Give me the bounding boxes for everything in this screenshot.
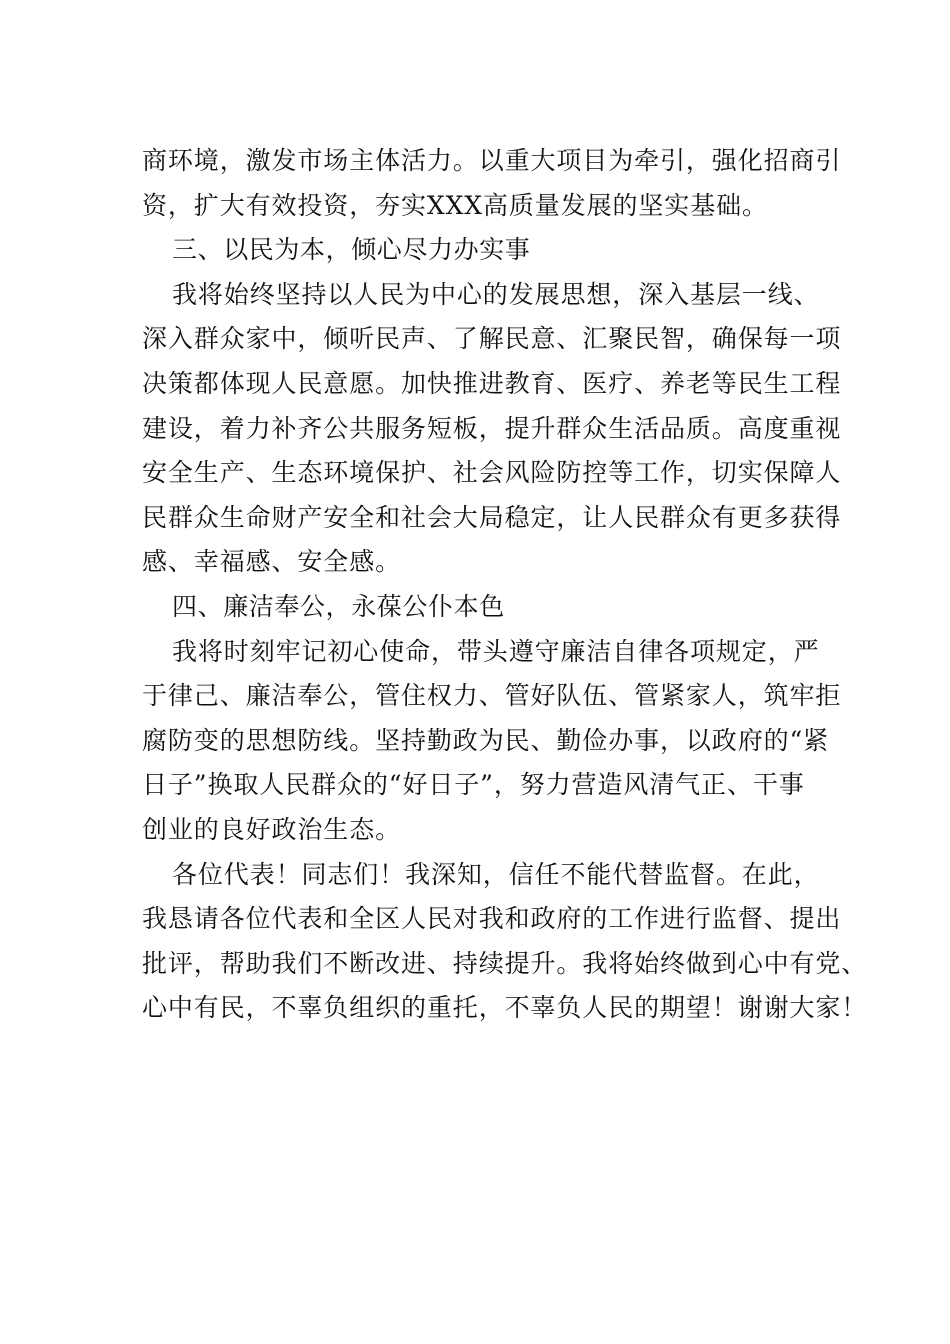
text-line: 我将始终坚持以人民为中心的发展思想，深入基层一线、 bbox=[172, 279, 820, 309]
text-line: 建设，着力补齐公共服务短板，提升群众生活品质。高度重视 bbox=[142, 413, 842, 443]
text-line: 商环境，激发市场主体活力。以重大项目为牵引，强化招商引 bbox=[142, 146, 842, 175]
document-body bbox=[142, 139, 868, 1031]
text-line: 各位代表！同志们！我深知，信任不能代替监督。在此， bbox=[172, 859, 820, 889]
paragraph-3 bbox=[142, 273, 842, 585]
text-line: 感、幸福感、安全感。 bbox=[142, 547, 402, 577]
text-line: 民群众生命财产安全和社会大局稳定，让人民群众有更多获得 bbox=[142, 502, 842, 532]
text-line: 决策都体现人民意愿。加快推进教育、医疗、养老等民生工程 bbox=[142, 368, 842, 398]
text-line: 批评，帮助我们不断改进、持续提升。我将始终做到心中有党、 bbox=[142, 948, 868, 978]
text-line: 安全生产、生态环境保护、社会风险防控等工作，切实保障人 bbox=[142, 458, 842, 488]
text-line: 深入群众家中，倾听民声、了解民意、汇聚民智，确保每一项 bbox=[142, 324, 842, 354]
text-line: 日子”换取人民群众的“好日子”，努力营造风清气正、干事 bbox=[142, 770, 805, 800]
text-line: 创业的良好政治生态。 bbox=[142, 814, 402, 844]
section-heading-3: 三、以民为本，倾心尽力办实事 bbox=[172, 235, 531, 265]
text-line: 我恳请各位代表和全区人民对我和政府的工作进行监督、提出 bbox=[142, 904, 842, 934]
text-line: 资，扩大有效投资，夯实XXX高质量发展的坚实基础。 bbox=[142, 190, 768, 220]
text-line: 于律己、廉洁奉公，管住权力、管好队伍、管紧家人，筑牢拒 bbox=[142, 681, 842, 711]
text-line: 腐防变的思想防线。坚持勤政为民、勤俭办事，以政府的“紧 bbox=[142, 725, 830, 755]
section-heading-4: 四、廉洁奉公，永葆公仆本色 bbox=[172, 591, 505, 621]
text-line: 我将时刻牢记初心使命，带头遵守廉洁自律各项规定，严 bbox=[172, 636, 820, 666]
text-line: 心中有民，不辜负组织的重托，不辜负人民的期望！谢谢大家！ bbox=[142, 993, 868, 1023]
closing-paragraph bbox=[142, 853, 868, 1031]
paragraph-4 bbox=[142, 630, 842, 853]
paragraph-continued bbox=[142, 139, 842, 228]
